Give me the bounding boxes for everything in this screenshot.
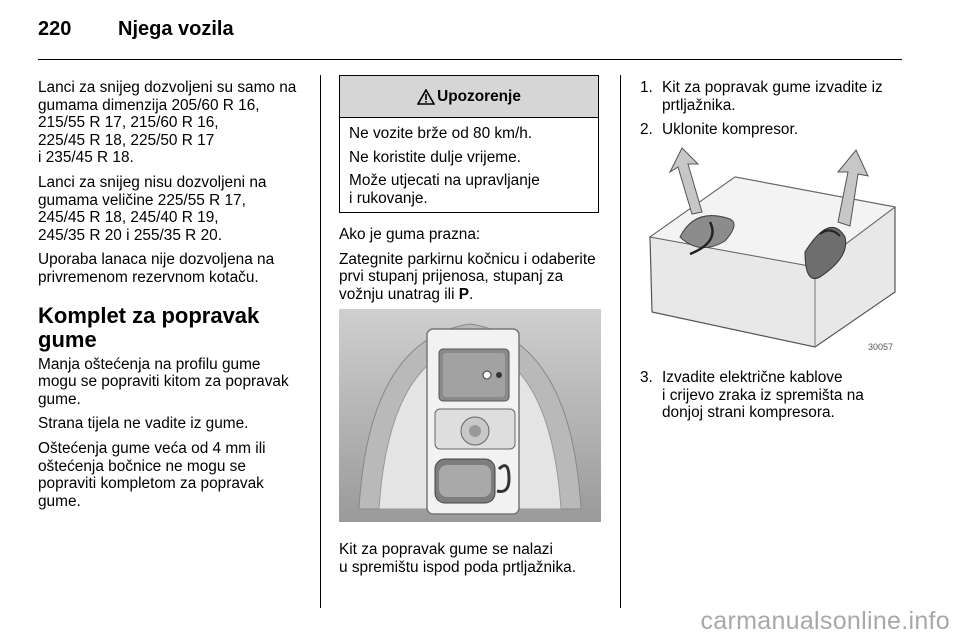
watermark: carmanualsonline.info: [700, 607, 950, 635]
trunk-storage-illustration: [339, 309, 601, 522]
compressor-removal-illustration: [640, 142, 902, 356]
page-number: 220: [38, 18, 72, 40]
warning-body: [340, 118, 598, 207]
warning-line: Može utjecati na upravljanje i rukovanje.: [349, 172, 540, 207]
paragraph-parking-brake: Zategnite parkirnu kočnicu i odaberite prvi stupanj prijenosa, stupanj za vožnju unatrag ili P.: [339, 250, 596, 303]
gear-p: P: [458, 285, 470, 303]
warning-box: [339, 75, 599, 213]
column-3: [640, 79, 902, 146]
step-item: 1. Kit za popravak gume izvadite iz prtljažnika.: [640, 79, 883, 114]
paragraph-spare-wheel: Uporaba lanaca nije dozvoljena na privremenom rezervnom kotaču.: [38, 251, 275, 286]
header-divider: [38, 59, 902, 60]
column-2: [339, 226, 601, 310]
warning-icon: [417, 89, 435, 105]
paragraph-snow-chains-not-allowed: Lanci za snijeg nisu dozvoljeni na gumama veličine 225/55 R 17, 245/45 R 18, 245/40 R 19, 245/35 R 20 i 255/35 R 20.: [38, 173, 267, 244]
column-divider-2: [620, 75, 621, 608]
chapter-title: Njega vozila: [118, 18, 234, 40]
image-1-caption: Kit za popravak gume se nalazi u spremištu ispod poda prtljažnika.: [339, 541, 576, 576]
paragraph-large-damage: Oštećenja gume veća od 4 mm ili oštećenja bočnice ne mogu se popraviti kompletom za popravak gume.: [38, 439, 266, 510]
page-header: [38, 14, 902, 54]
paragraph-snow-chains-allowed: Lanci za snijeg dozvoljeni su samo na gumama dimenzija 205/60 R 16, 215/55 R 17, 215/60 R 16, 225/45 R 18, 225/50 R 17 i 235/45 R 18.: [38, 79, 297, 167]
warning-line: Ne vozite brže od 80 km/h.: [349, 125, 533, 142]
paragraph-flat-tyre: Ako je guma prazna:: [339, 226, 481, 243]
warning-title: Upozorenje: [437, 87, 521, 105]
step-item: 2. Uklonite kompresor.: [640, 121, 799, 139]
warning-header: [340, 76, 598, 118]
paragraph-foreign-objects: Strana tijela ne vadite iz gume.: [38, 415, 249, 433]
image-code: 30057: [868, 342, 894, 352]
column-divider-1: [320, 75, 321, 608]
steps-list: [640, 79, 902, 139]
column-1: [38, 79, 310, 517]
step-3: [640, 369, 902, 429]
warning-line: Ne koristite dulje vrijeme.: [349, 148, 521, 166]
step-item: 3. Izvadite električne kablove i crijevo zraka iz spremišta na donjoj strani kompresora.: [640, 369, 864, 422]
section-heading: Komplet za popravak gume: [38, 302, 260, 352]
paragraph-minor-damage: Manja oštećenja na profilu gume mogu se popraviti kitom za popravak gume.: [38, 355, 289, 408]
